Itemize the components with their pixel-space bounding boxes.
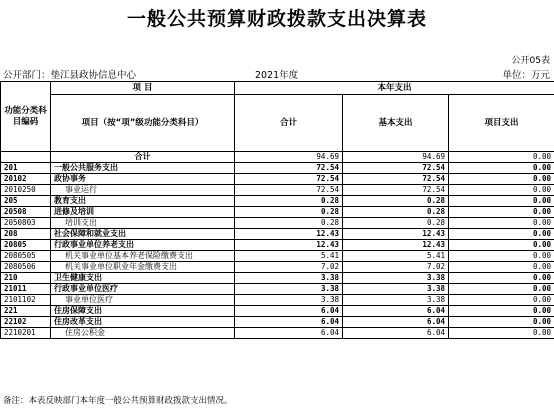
row-name: 事业单位医疗 (51, 295, 235, 306)
row-code: 2050803 (1, 218, 51, 229)
table-row (1, 240, 554, 251)
row-project: 0.00 (449, 240, 554, 251)
row-project: 0.00 (449, 196, 554, 207)
row-basic: 0.28 (343, 196, 449, 207)
row-code: 2010250 (1, 185, 51, 196)
row-code: 210 (1, 273, 51, 284)
row-code: 2101102 (1, 295, 51, 306)
row-project: 0.00 (449, 229, 554, 240)
table-row (1, 262, 554, 273)
currency-unit: 单位：万元 (502, 70, 550, 81)
row-name: 机关事业单位基本养老保险缴费支出 (51, 251, 235, 262)
row-basic: 12.43 (343, 240, 449, 251)
row-project: 0.00 (449, 306, 554, 317)
header-current-year: 本年支出 (235, 82, 554, 95)
row-basic: 6.04 (343, 306, 449, 317)
row-project: 0.00 (449, 262, 554, 273)
row-basic: 72.54 (343, 185, 449, 196)
table-row (1, 163, 554, 174)
expenditure-table (0, 81, 554, 339)
row-basic: 0.28 (343, 218, 449, 229)
row-name: 卫生健康支出 (51, 273, 235, 284)
table-body (1, 152, 554, 339)
row-total: 0.28 (235, 207, 343, 218)
row-name: 培训支出 (51, 218, 235, 229)
row-code: 20102 (1, 174, 51, 185)
row-basic: 3.38 (343, 273, 449, 284)
row-project: 0.00 (449, 273, 554, 284)
row-name: 社会保障和就业支出 (51, 229, 235, 240)
row-basic: 3.38 (343, 295, 449, 306)
row-project: 0.00 (449, 152, 554, 163)
row-name: 事业运行 (51, 185, 235, 196)
row-total: 94.69 (235, 152, 343, 163)
page-title: 一般公共预算财政拨款支出决算表 (126, 8, 427, 30)
row-code (1, 152, 51, 163)
row-code: 20805 (1, 240, 51, 251)
row-name: 政协事务 (51, 174, 235, 185)
row-total: 0.28 (235, 218, 343, 229)
row-name: 一般公共服务支出 (51, 163, 235, 174)
row-basic: 6.04 (343, 317, 449, 328)
row-total: 6.04 (235, 306, 343, 317)
table-row (1, 317, 554, 328)
table-row (1, 152, 554, 163)
row-name: 住房保障支出 (51, 306, 235, 317)
row-name: 行政事业单位医疗 (51, 284, 235, 295)
row-code: 22102 (1, 317, 51, 328)
department-label: 公开部门：垫江县政协信息中心 (3, 70, 137, 81)
row-project: 0.00 (449, 163, 554, 174)
row-total: 72.54 (235, 163, 343, 174)
row-project: 0.00 (449, 295, 554, 306)
row-basic: 3.38 (343, 284, 449, 295)
row-project: 0.00 (449, 328, 554, 339)
header-item-sub: 项目（按“项”级功能分类科目） (51, 95, 235, 152)
row-code: 20508 (1, 207, 51, 218)
row-code: 221 (1, 306, 51, 317)
row-name: 行政事业单位养老支出 (51, 240, 235, 251)
table-row (1, 196, 554, 207)
row-total: 7.02 (235, 262, 343, 273)
table-row (1, 306, 554, 317)
table-row (1, 229, 554, 240)
row-code: 2080506 (1, 262, 51, 273)
header-function-code: 功能分类科目编码 (1, 82, 51, 152)
row-basic: 72.54 (343, 163, 449, 174)
fiscal-year: 2021年度 (255, 70, 299, 81)
table-row (1, 207, 554, 218)
row-code: 21011 (1, 284, 51, 295)
row-basic: 12.43 (343, 229, 449, 240)
row-name: 教育支出 (51, 196, 235, 207)
table-row (1, 295, 554, 306)
row-code: 2210201 (1, 328, 51, 339)
row-code: 208 (1, 229, 51, 240)
table-row (1, 174, 554, 185)
row-basic: 94.69 (343, 152, 449, 163)
table-row (1, 273, 554, 284)
row-basic: 0.28 (343, 207, 449, 218)
row-code: 205 (1, 196, 51, 207)
header-total: 合计 (235, 95, 343, 152)
row-code: 201 (1, 163, 51, 174)
row-name: 住房改革支出 (51, 317, 235, 328)
row-project: 0.00 (449, 207, 554, 218)
row-total: 3.38 (235, 295, 343, 306)
row-basic: 7.02 (343, 262, 449, 273)
row-project: 0.00 (449, 251, 554, 262)
row-total: 6.04 (235, 317, 343, 328)
footnote: 备注：本表反映部门本年度一般公共预算财政拨款支出情况。 (3, 396, 233, 406)
row-total: 3.38 (235, 284, 343, 295)
row-total: 0.28 (235, 196, 343, 207)
row-project: 0.00 (449, 317, 554, 328)
table-row (1, 284, 554, 295)
row-project: 0.00 (449, 284, 554, 295)
row-total: 72.54 (235, 185, 343, 196)
row-basic: 72.54 (343, 174, 449, 185)
table-row (1, 185, 554, 196)
row-total: 72.54 (235, 174, 343, 185)
row-basic: 5.41 (343, 251, 449, 262)
header-project: 项目支出 (449, 95, 554, 152)
table-row (1, 218, 554, 229)
header-item: 项 目 (51, 82, 235, 95)
row-total: 12.43 (235, 240, 343, 251)
table-row (1, 251, 554, 262)
row-total: 6.04 (235, 328, 343, 339)
header-basic: 基本支出 (343, 95, 449, 152)
row-name: 进修及培训 (51, 207, 235, 218)
row-project: 0.00 (449, 174, 554, 185)
row-total: 3.38 (235, 273, 343, 284)
row-code: 2080505 (1, 251, 51, 262)
row-name: 合计 (51, 152, 235, 163)
row-project: 0.00 (449, 218, 554, 229)
form-code: 公开05表 (511, 56, 550, 66)
row-total: 12.43 (235, 229, 343, 240)
row-name: 住房公积金 (51, 328, 235, 339)
row-name: 机关事业单位职业年金缴费支出 (51, 262, 235, 273)
row-project: 0.00 (449, 185, 554, 196)
row-total: 5.41 (235, 251, 343, 262)
row-basic: 6.04 (343, 328, 449, 339)
table-row (1, 328, 554, 339)
